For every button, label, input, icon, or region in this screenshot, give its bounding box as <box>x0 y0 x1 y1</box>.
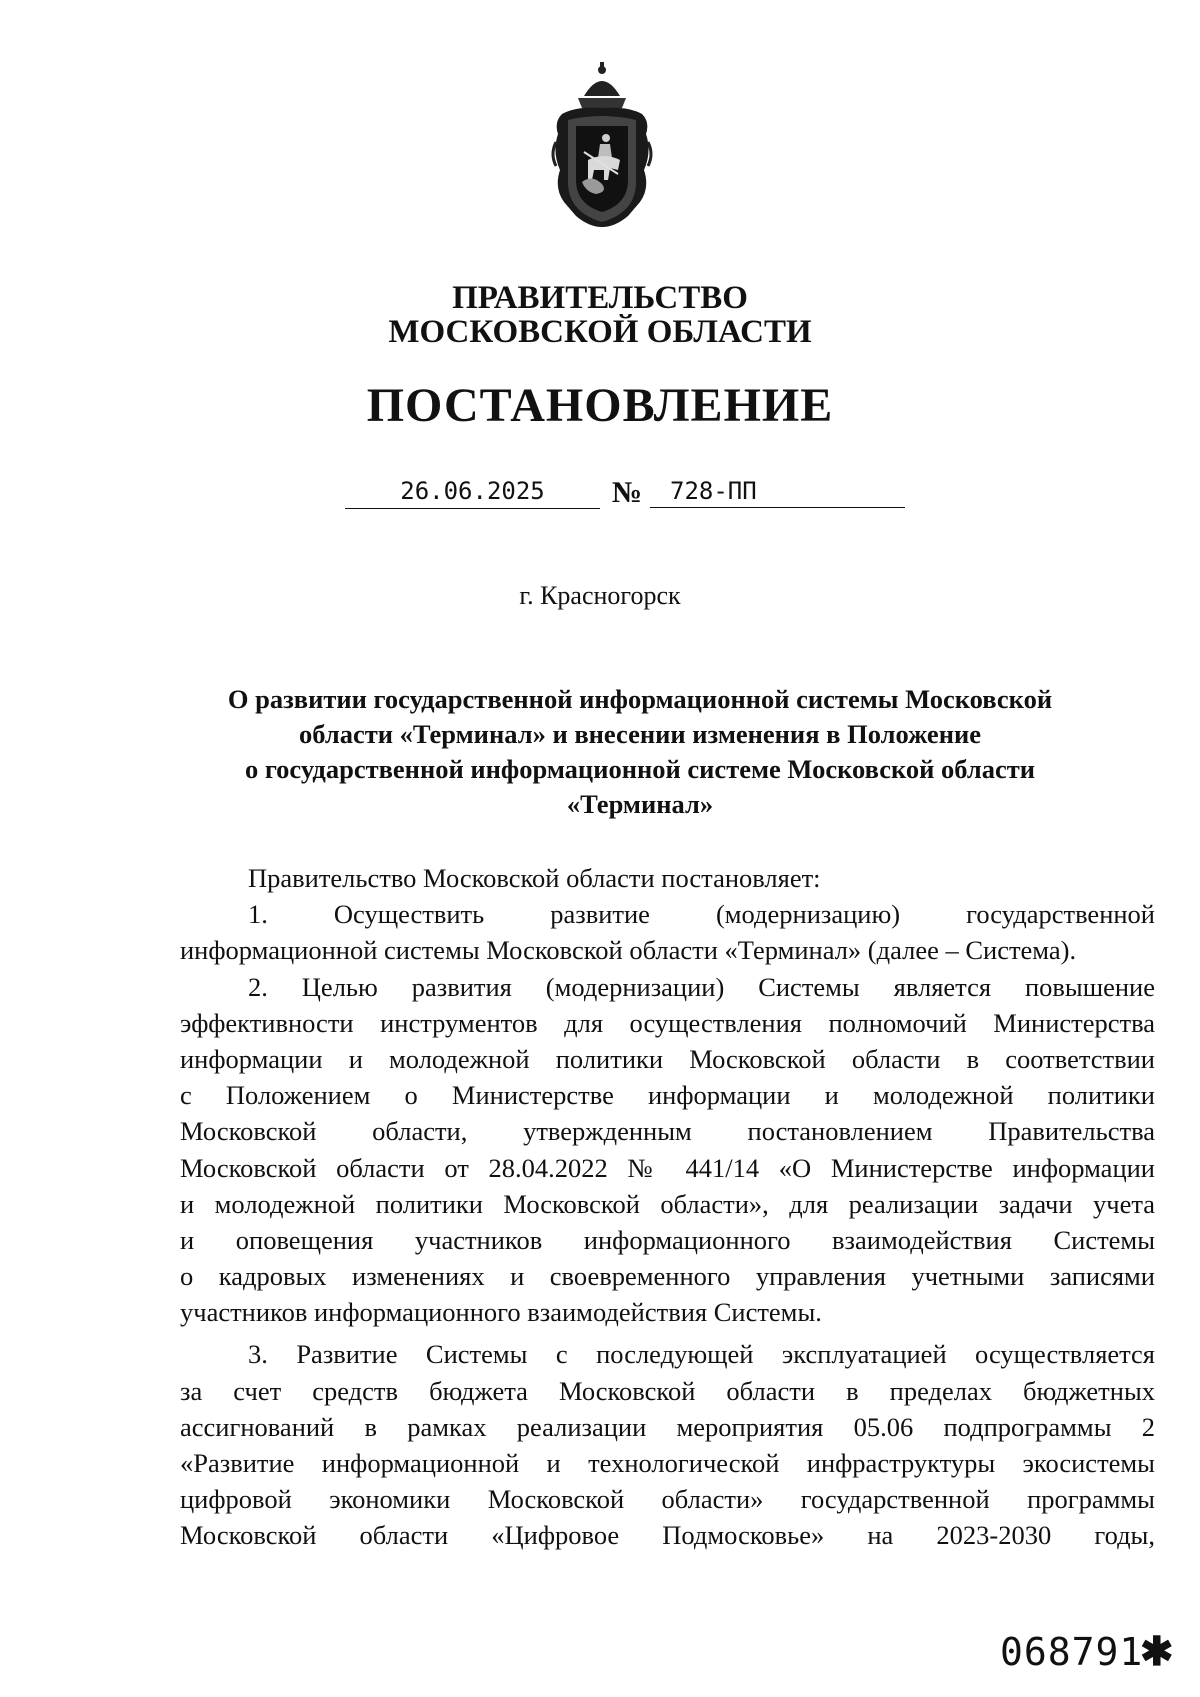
paragraph-2-line: эффективности инструментов для осуществления полномочий Министерства <box>180 1007 1155 1038</box>
title-line: области «Терминал» и внесении изменения в Положение <box>298 719 981 749</box>
paragraph-2-line: Московской области от 28.04.2022 № 441/14 «О Министерстве информации <box>180 1152 1155 1183</box>
document-body <box>180 860 1155 1554</box>
serial-number: 068791 <box>1000 1630 1144 1674</box>
paragraph-2-line: информации и молодежной политики Московской области в соответствии <box>180 1043 1155 1074</box>
paragraph-2-line: и оповещения участников информационного взаимодействия Системы <box>180 1224 1155 1255</box>
paragraph-2-line: Московской области, утвержденным постановлением Правительства <box>180 1116 1155 1147</box>
document-type: ПОСТАНОВЛЕНИЕ <box>366 379 834 432</box>
title-line: о государственной информационной системе Московской области <box>244 754 1036 784</box>
paragraph-2-line: 2. Целью развития (модернизации) Системы является повышение <box>248 971 1155 1002</box>
title-line: «Терминал» <box>566 789 714 819</box>
city: г. Красногорск <box>519 581 681 610</box>
document-number-row <box>345 476 905 512</box>
star-icon: ✱ <box>1140 1629 1174 1674</box>
paragraph-2-line: и молодежной политики Московской области», для реализации задачи учета <box>180 1188 1155 1219</box>
title-line: О развитии государственной информационной системы Московской <box>227 684 1053 714</box>
government-name-line-2: МОСКОВСКОЙ ОБЛАСТИ <box>388 314 812 350</box>
paragraph-1-line: информационной системы Московской области «Терминал» (далее – Система). <box>180 935 1077 966</box>
paragraph-3-line: 3. Развитие Системы с последующей эксплуатацией осуществляется <box>248 1339 1155 1370</box>
paragraph-3-line: «Развитие информационной и технологической инфраструктуры экосистемы <box>180 1448 1155 1478</box>
paragraph-1-line: 1. Осуществить развитие (модернизацию) государственной <box>248 899 1155 930</box>
paragraph-2-line: с Положением о Министерстве информации и молодежной политики <box>180 1080 1155 1111</box>
paragraph-2-line: о кадровых изменениях и своевременного управления учетными записями <box>180 1261 1155 1292</box>
paragraph-3-line: ассигнований в рамках реализации мероприятия 05.06 подпрограммы 2 <box>180 1411 1155 1442</box>
coat-of-arms-icon <box>548 62 656 234</box>
paragraph-2-line: участников информационного взаимодействия Системы. <box>180 1297 822 1328</box>
intro-line: Правительство Московской области постановляет: <box>248 863 821 893</box>
document-number: 728-ПП <box>650 476 905 508</box>
number-sign: № <box>611 476 643 509</box>
paragraph-3-line: за счет средств бюджета Московской области в пределах бюджетных <box>180 1375 1155 1406</box>
government-name-line-1: ПРАВИТЕЛЬСТВО <box>452 280 748 316</box>
paragraph-3-line: цифровой экономики Московской области» государственной программы <box>180 1484 1155 1515</box>
document-date: 26.06.2025 <box>345 476 600 509</box>
paragraph-3-line: Московской области «Цифровое Подмосковье» на 2023-2030 годы, <box>180 1520 1155 1551</box>
document-title <box>180 682 1100 822</box>
